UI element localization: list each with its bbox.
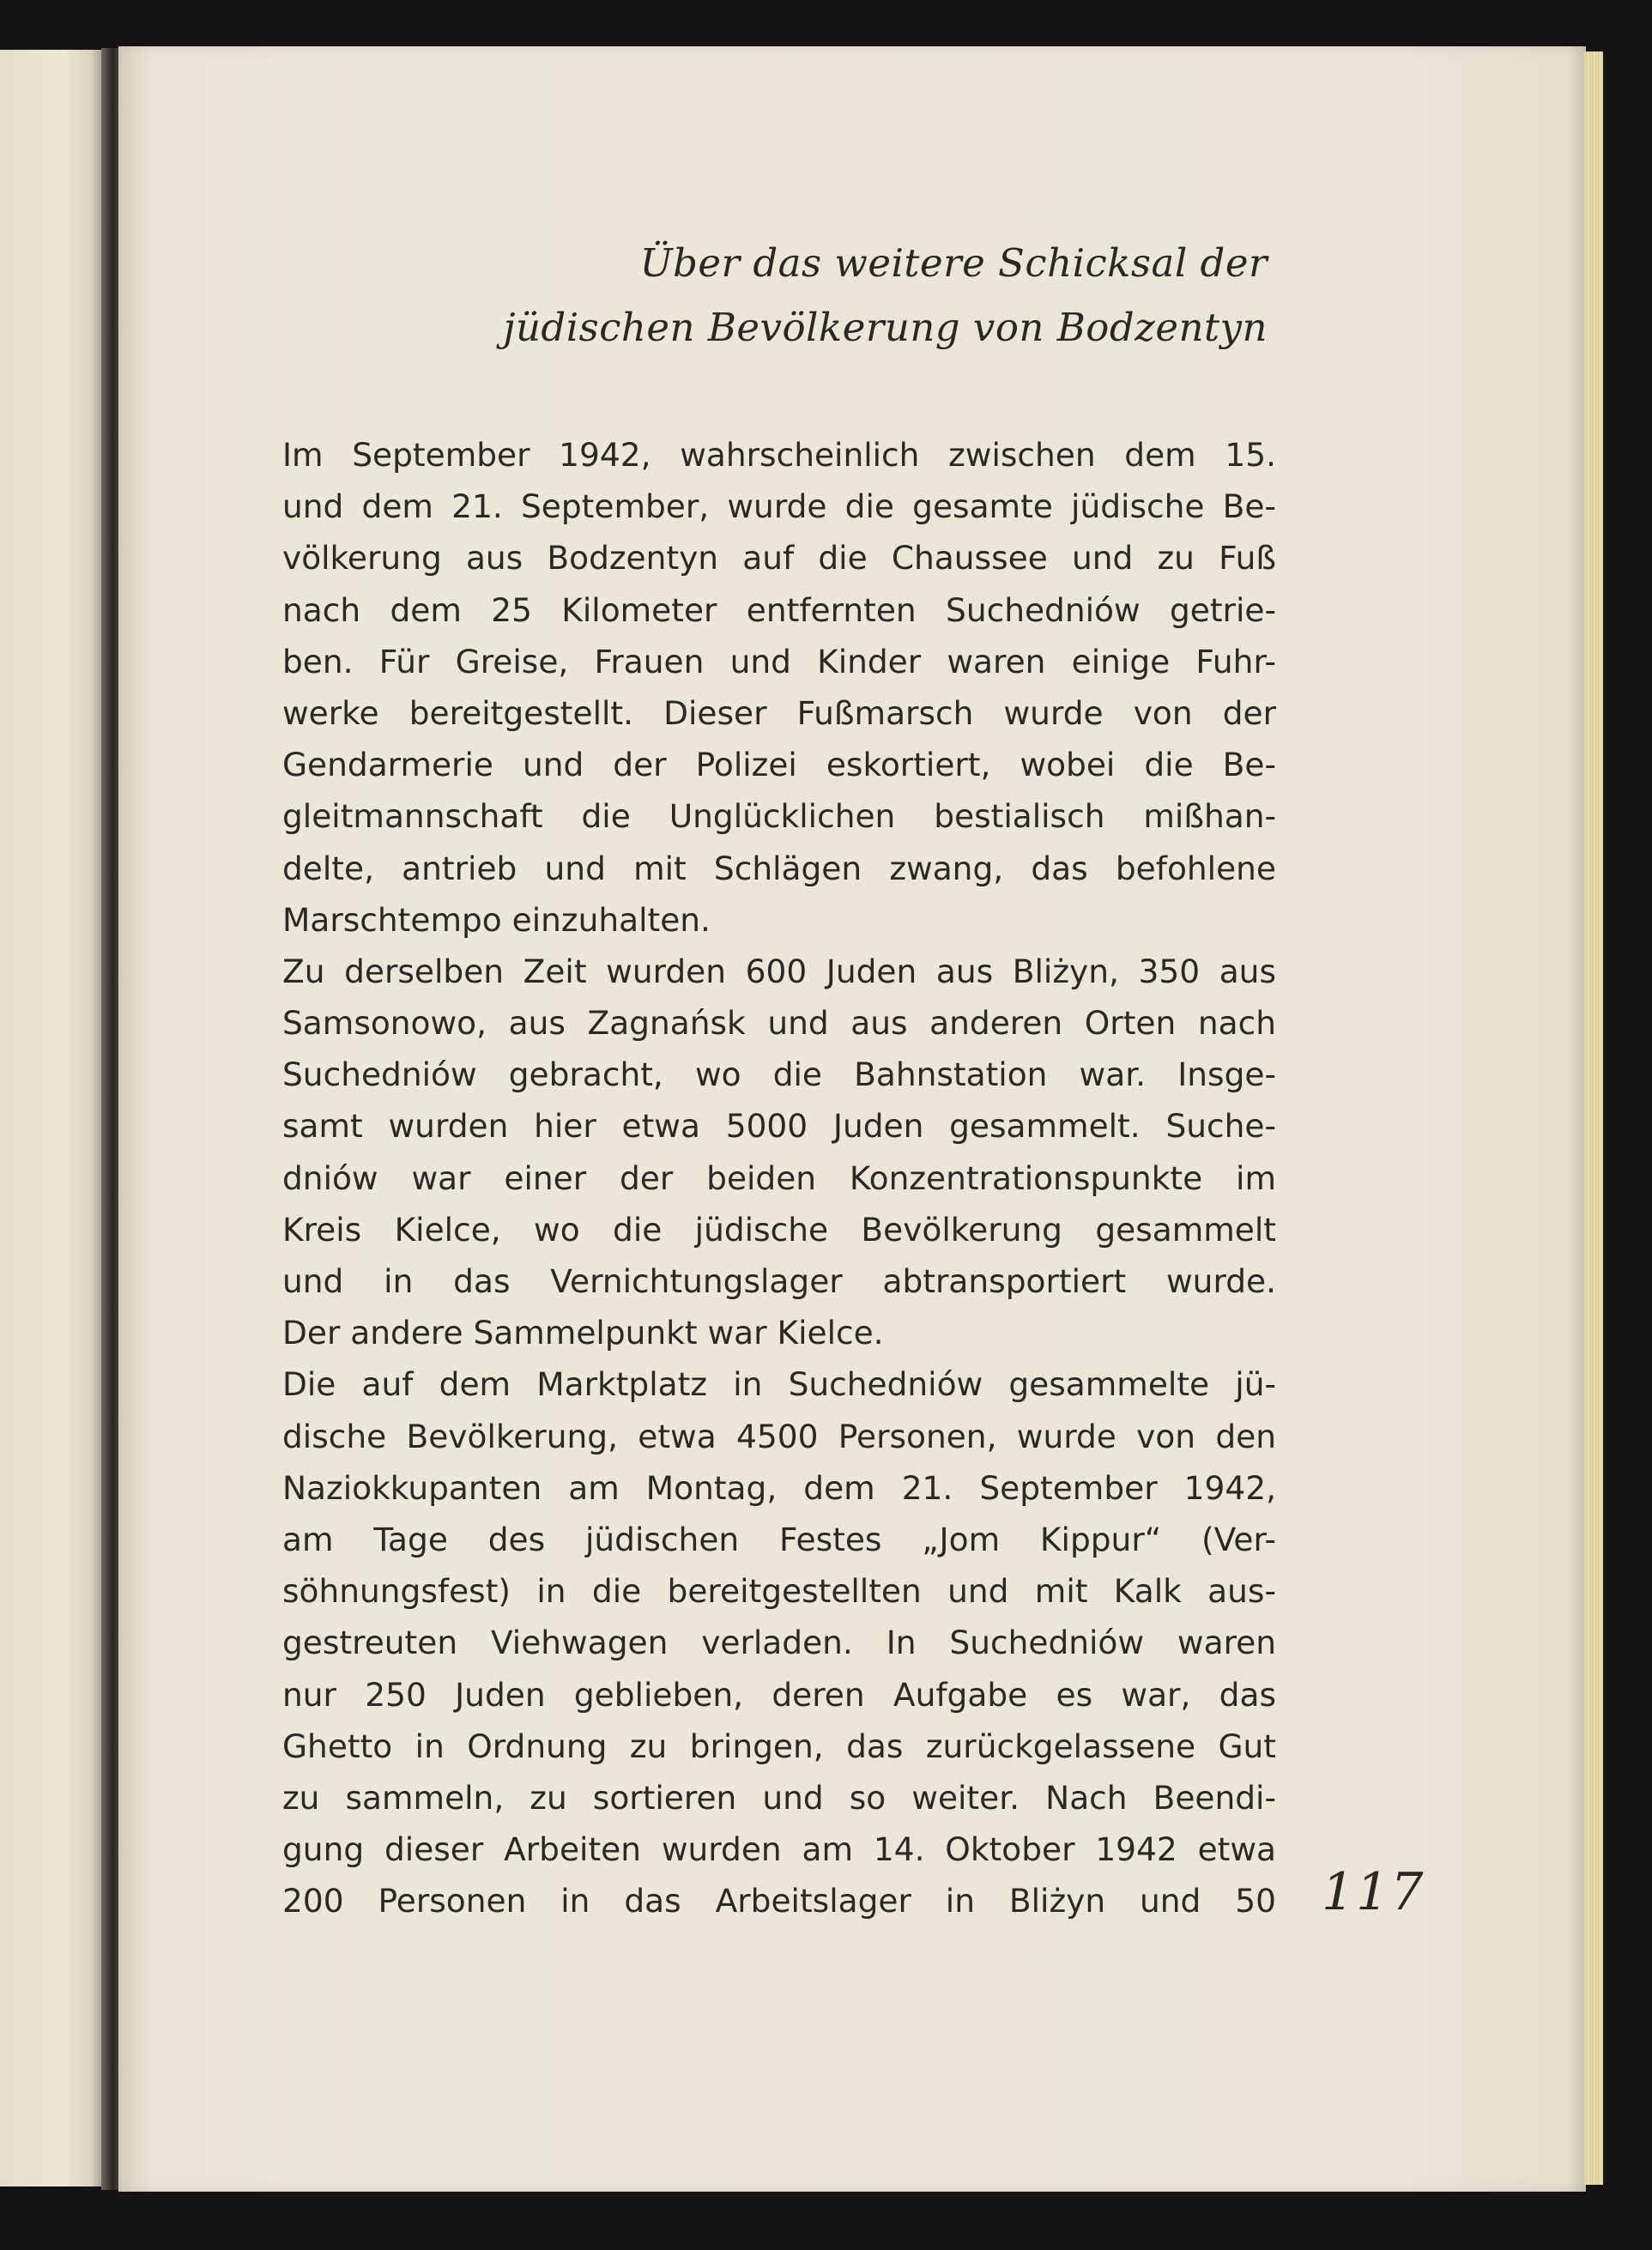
left-page-edge: [0, 50, 107, 2186]
text-line: zu sammeln, zu sortieren und so weiter. Nach Beendi-: [282, 1778, 1276, 1817]
text-line: söhnungsfest) in die bereitgestellten und mit Kalk aus-: [282, 1572, 1276, 1611]
text-line: Zu derselben Zeit wurden 600 Juden aus Bliżyn, 350 aus: [282, 952, 1276, 990]
text-line: Kreis Kielce, wo die jüdische Bevölkerung gesammelt: [282, 1210, 1276, 1249]
text-line: Ghetto in Ordnung zu bringen, das zurückgelassene Gut: [282, 1727, 1276, 1765]
body-text: [282, 429, 1276, 1926]
text-line: gung dieser Arbeiten wurden am 14. Oktober 1942 etwa: [282, 1830, 1276, 1869]
text-line: und in das Vernichtungslager abtransportiert wurde.: [282, 1262, 1276, 1300]
text-line: Der andere Sammelpunkt war Kielce.: [282, 1314, 884, 1352]
text-line: dniów war einer der beiden Konzentrationspunkte im: [282, 1158, 1276, 1197]
text-line: gleitmannschaft die Unglücklichen bestialisch mißhan-: [282, 797, 1276, 836]
book-gutter: [101, 48, 120, 2190]
text-line: nur 250 Juden geblieben, deren Aufgabe es war, das: [282, 1675, 1276, 1714]
text-line: nach dem 25 Kilometer entfernten Suchedniów getrie-: [282, 590, 1276, 629]
text-line: am Tage des jüdischen Festes „Jom Kippur“ (Ver-: [282, 1520, 1276, 1558]
text-line: ben. Für Greise, Frauen und Kinder waren einige Fuhr-: [282, 642, 1276, 680]
text-line: und dem 21. September, wurde die gesamte jüdische Be-: [282, 487, 1276, 526]
text-line: dische Bevölkerung, etwa 4500 Personen, wurde von den: [282, 1417, 1276, 1455]
chapter-title-line-1: Über das weitere Schicksal der: [639, 240, 1268, 286]
page-number: 117: [1322, 1862, 1425, 1922]
text-line: Suchedniów gebracht, wo die Bahnstation war. Insge-: [282, 1055, 1276, 1094]
text-line: werke bereitgestellt. Dieser Fußmarsch wurde von der: [282, 693, 1276, 732]
text-line: 200 Personen in das Arbeitslager in Bliżyn und 50: [282, 1882, 1276, 1920]
page-edges: [1584, 51, 1603, 2185]
text-line: Im September 1942, wahrscheinlich zwischen dem 15.: [282, 436, 1276, 474]
chapter-title-line-2: jüdischen Bevölkerung von Bodzentyn: [503, 305, 1268, 350]
text-line: Marschtempo einzuhalten.: [282, 900, 711, 939]
text-line: völkerung aus Bodzentyn auf die Chaussee und zu Fuß: [282, 539, 1276, 578]
text-line: Samsonowo, aus Zagnańsk und aus anderen Orten nach: [282, 1004, 1276, 1043]
text-line: samt wurden hier etwa 5000 Juden gesammelt. Suche-: [282, 1107, 1276, 1146]
text-line: gestreuten Viehwagen verladen. In Suchedniów waren: [282, 1624, 1276, 1662]
text-line: delte, antrieb und mit Schlägen zwang, das befohlene: [282, 849, 1276, 887]
text-line: Gendarmerie und der Polizei eskortiert, wobei die Be-: [282, 746, 1276, 784]
text-line: Die auf dem Marktplatz in Suchedniów gesammelte jü-: [282, 1365, 1276, 1404]
text-line: Naziokkupanten am Montag, dem 21. September 1942,: [282, 1468, 1276, 1507]
